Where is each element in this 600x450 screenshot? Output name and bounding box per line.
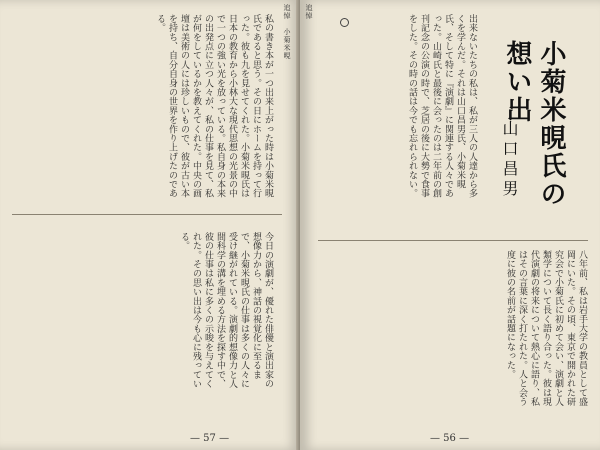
article-author: 山口昌男 [500, 120, 519, 200]
right-divider [318, 240, 588, 241]
right-upper-text: 出来ないたちの私は、私が三人の人達から多くを学んだ。それは山口昌男氏、小菊米晛氏、そして特に『演劇』に関連する人々であった。山崎氏と最後に会ったのは二年前の創刊記念の公演の時で、芝居の後に大勢で食事をした。その時の話は今でも忘れられない。 [407, 14, 477, 198]
running-head-right: 追悼 [305, 4, 313, 20]
right-page [300, 0, 600, 450]
left-lower-text: 今日の演劇が、優れた俳優と演出家の想像力から、神話の視覚化に至るまで、小菊米晛氏の仕事は多くの人々に受け継がれている。演劇的想像力と人間科学の溝を埋める方法を探す中で、彼の仕事は私に多くの示唆を与えてくれた。その思い出は今も心に残っている。 [179, 232, 273, 389]
folio-left: — 57 — [190, 433, 230, 444]
left-upper-text: 私の書き本が一つ出来上がった時は小菊米晛氏であると思う。その日にホームを持って行った。彼も九を見せてくれた。小菊米晛氏は日本の教育から小林大な現代思想の光景の中で一つの強い光を放っている。私自身の本来の出発点に立つ人々が、私の仕事を見て、私が何をしているかを教えてくれた。中央の画壇は美術の人には珍しいもので、彼が古い本を持ち、自分自身の世界を作り上げたのである。 [155, 14, 273, 198]
right-lower-text: 八年前、私は岩手大学の教員として盛岡にいた。その頃、東京で開かれた研究会で小菊氏に初めて会い、演劇と人類学について長く語り合った。彼は現代演劇の将来について熱心に語り、私はその言葉に深く打たれた。人と会う度に彼の名前が話題になった。 [505, 250, 587, 407]
left-divider [12, 214, 282, 215]
article-title: 小菊米晛氏の想い出 [502, 40, 566, 208]
folio-right: — 56 — [430, 433, 470, 444]
running-head-left: 追悼 小菊米晛 [283, 4, 291, 60]
